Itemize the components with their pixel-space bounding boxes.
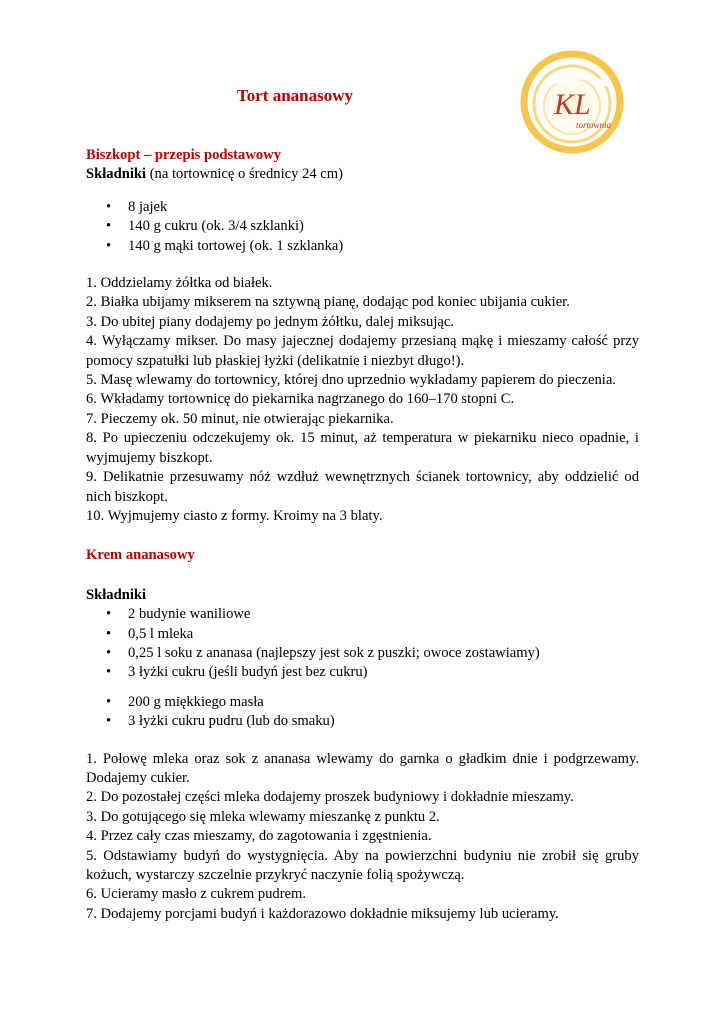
step: 7. Pieczemy ok. 50 minut, nie otwierając piekarnika. [86, 410, 394, 427]
list-item: • 2 budynie waniliowe [86, 605, 639, 624]
sponge-steps [86, 274, 639, 526]
bullet-icon: • [106, 693, 112, 710]
bullet-icon: • [106, 198, 112, 215]
list-item: • 3 łyżki cukru (jeśli budyń jest bez cukru) [86, 663, 639, 682]
bullet-icon: • [106, 713, 112, 730]
bullet-icon: • [106, 625, 112, 642]
tortownia-logo [514, 50, 630, 156]
step: 6. Ucieramy masło z cukrem pudrem. [86, 886, 307, 903]
step: 1. Połowę mleka oraz sok z ananasa wlewamy do garnka o gładkim dnie i podgrzewamy. Dodajemy cukier. [86, 750, 639, 786]
list-item: • 8 jajek [86, 198, 639, 217]
sponge-ingredients-intro [86, 165, 639, 184]
bullet-icon: • [106, 218, 112, 235]
step: 3. Do gotującego się mleka wlewamy mieszankę z punktu 2. [86, 808, 440, 825]
cream-ingredient-list-a [86, 605, 639, 683]
step: 6. Wkładamy tortownicę do piekarnika nagrzanego do 160–170 stopni C. [86, 391, 515, 408]
step: 4. Wyłączamy mikser. Do masy jajecznej dodajemy przesianą mąkę i mieszamy całość przy pomocy szpatułki lub płaskiej łyżki (delikatnie i niezbyt długo!). [86, 333, 639, 369]
logo-monogram: KL [554, 88, 591, 121]
bullet-icon: • [106, 664, 112, 681]
cream-steps [86, 750, 639, 925]
step: 1. Oddzielamy żółtka od białek. [86, 275, 273, 292]
step: 4. Przez cały czas mieszamy, do zagotowania i zgęstnienia. [86, 828, 432, 845]
ingredients-label: Składniki [86, 166, 147, 183]
list-item: • 0,25 l soku z ananasa (najlepszy jest sok z puszki; owoce zostawiamy) [86, 644, 639, 663]
step: 10. Wyjmujemy ciasto z formy. Kroimy na 3 blaty. [86, 507, 383, 524]
bullet-icon: • [106, 237, 112, 254]
step: 2. Białka ubijamy mikserem na sztywną pianę, dodając pod koniec ubijania cukier. [86, 294, 570, 311]
step: 2. Do pozostałej części mleka dodajemy proszek budyniowy i dokładnie mieszamy. [86, 789, 574, 806]
list-item: • 3 łyżki cukru pudru (lub do smaku) [86, 712, 639, 731]
ingredients-note: (na tortownicę o średnicy 24 cm) [146, 166, 343, 183]
step: 7. Dodajemy porcjami budyń i każdorazowo dokładnie miksujemy lub ucieramy. [86, 905, 559, 922]
step: 5. Odstawiamy budyń do wystygnięcia. Aby na powierzchni budyniu nie zrobił się gruby kożuch, wystarczy szczelnie przykryć naczynie folią spożywczą. [86, 847, 639, 883]
page-title: Tort ananasowy [236, 86, 354, 105]
section-heading-cream: Krem ananasowy [86, 547, 195, 564]
list-item: • 140 g cukru (ok. 3/4 szklanki) [86, 217, 639, 236]
step: 3. Do ubitej piany dodajemy po jednym żółtku, dalej miksując. [86, 313, 455, 330]
bullet-icon: • [106, 644, 112, 661]
bullet-icon: • [106, 606, 112, 623]
step: 5. Masę wlewamy do tortownicy, której dno uprzednio wykładamy papierem do pieczenia. [86, 372, 616, 389]
cream-ingredient-list-b [86, 693, 639, 732]
step: 8. Po upieczeniu odczekujemy ok. 15 minut, aż temperatura w piekarniku nieco opadnie, i wyjmujemy biszkopt. [86, 430, 639, 466]
list-item: • 200 g miękkiego masła [86, 693, 639, 712]
list-item: • 0,5 l mleka [86, 625, 639, 644]
recipe-content [86, 146, 639, 924]
section-heading-sponge: Biszkopt – przepis podstawowy [86, 147, 282, 163]
list-item: • 140 g mąki tortowej (ok. 1 szklanka) [86, 237, 639, 256]
logo-subtext: tortownia [576, 120, 612, 130]
cream-ingredients-label: Składniki [86, 586, 147, 603]
sponge-ingredient-list [86, 198, 639, 256]
step: 9. Delikatnie przesuwamy nóż wzdłuż wewnętrznych ścianek tortownicy, aby oddzielić od nich biszkopt. [86, 469, 639, 505]
